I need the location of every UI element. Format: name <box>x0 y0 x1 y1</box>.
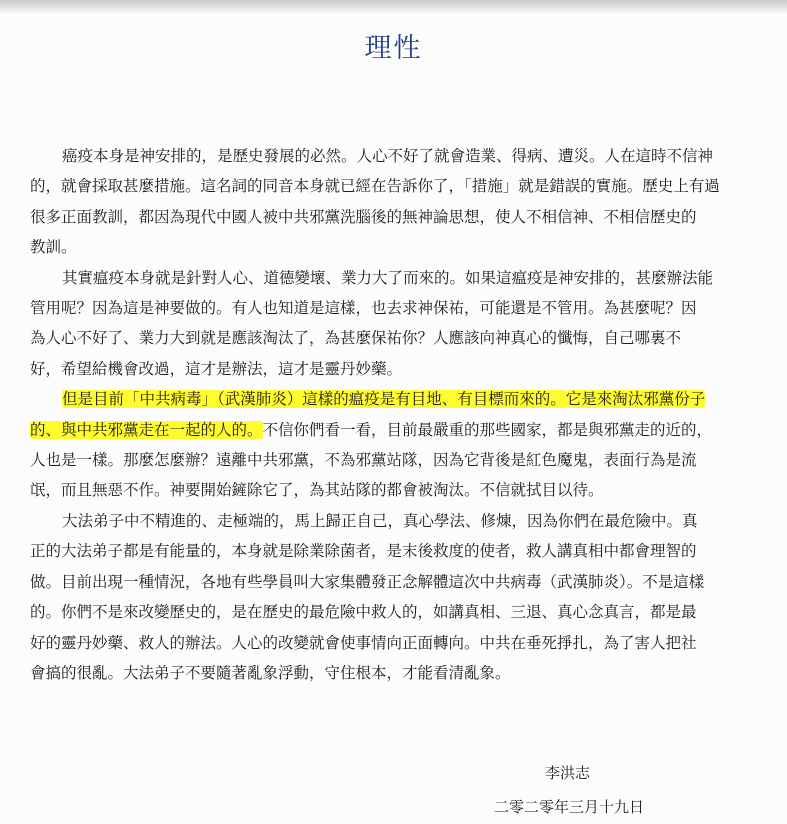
text-line: 癌疫本身是神安排的，是歷史發展的必然。人心不好了就會造業、得病、遭災。人在這時不信神 <box>62 147 714 165</box>
text-line: 氓，而且無惡不作。神要開始鏟除它了，為其站隊的都會被淘汰。不信就拭目以待。 <box>30 481 604 500</box>
document-body <box>30 141 762 688</box>
top-shadow <box>0 0 787 14</box>
paragraph-4 <box>30 506 762 688</box>
text-line: 好的靈丹妙藥、救人的辦法。人心的改變就會使事情向正面轉向。中共在垂死掙扎，為了害人把社 <box>30 633 697 652</box>
text-line: 的，就會採取甚麼措施。這名詞的同音本身就已經在告訴你了，「措施」就是錯誤的實施。歷史上有過 <box>30 177 720 196</box>
signature-date: 二零二零年三月十九日 <box>494 798 645 816</box>
text-line: 為人心不好了、業力大到就是應該淘汰了，為甚麼保祐你？人應該向神真心的懺悔，自己哪裏不 <box>30 329 682 348</box>
highlight-span: 但是目前「中共病毒」（武漢肺炎）這樣的瘟疫是有目地、有目標而來的。 <box>62 390 566 409</box>
text-line: 好，希望給機會改過，這才是辦法，這才是靈丹妙藥。 <box>30 359 403 378</box>
text-line: 做。目前出現一種情況，各地有些學員叫大家集體發正念解體這次中共病毒（武漢肺炎）。不是這樣 <box>30 572 705 591</box>
text-span: 不信你們看一看，目前最嚴重的那些國家，都是與邪黨走的近的， <box>262 420 713 439</box>
text-line <box>30 384 762 414</box>
text-line: 正的大法弟子都是有能量的，本身就是除業除菌者，是末後救度的使者，救人講真相中都會理智的 <box>30 542 697 561</box>
text-line: 很多正面教訓，都因為現代中國人被中共邪黨洗腦後的無神論思想，使人不相信神、不相信歷史的 <box>30 207 697 226</box>
paragraph-2 <box>30 263 762 385</box>
text-line: 教訓。 <box>30 238 77 257</box>
author-signature: 李洪志 <box>545 764 591 782</box>
highlight-span: 的、與中共邪黨走在一起的人的。 <box>30 420 263 439</box>
document-title: 理性 <box>364 33 423 64</box>
text-line: 會搞的很亂。大法弟子不要隨著亂象浮動，守住根本，才能看清亂象。 <box>30 663 511 682</box>
text-line: 的。你們不是來改變歷史的，是在歷史的最危險中救人的，如講真相、三退、真心念真言，都是最 <box>30 603 697 622</box>
text-line: 管用呢？因為這是神要做的。有人也知道是這樣，也去求神保祐，可能還是不管用。為甚麼呢？因 <box>30 299 697 318</box>
text-line: 人也是一樣。那麼怎麼辦？遠離中共邪黨，不為邪黨站隊，因為它背後是紅色魔鬼，表面行為是流 <box>30 451 697 470</box>
paragraph-1 <box>30 141 762 263</box>
text-line <box>30 415 762 445</box>
highlight-span: 它是來淘汰邪黨份子 <box>565 390 706 409</box>
text-line: 大法弟子中不精進的、走極端的，馬上歸正自己，真心學法、修煉，因為你們在最危險中。真 <box>62 511 698 530</box>
paragraph-3 <box>30 384 762 506</box>
text-line: 其實瘟疫本身就是針對人心、道德變壞、業力大了而來的。如果這瘟疫是神安排的，甚麼辦法能 <box>62 268 714 287</box>
